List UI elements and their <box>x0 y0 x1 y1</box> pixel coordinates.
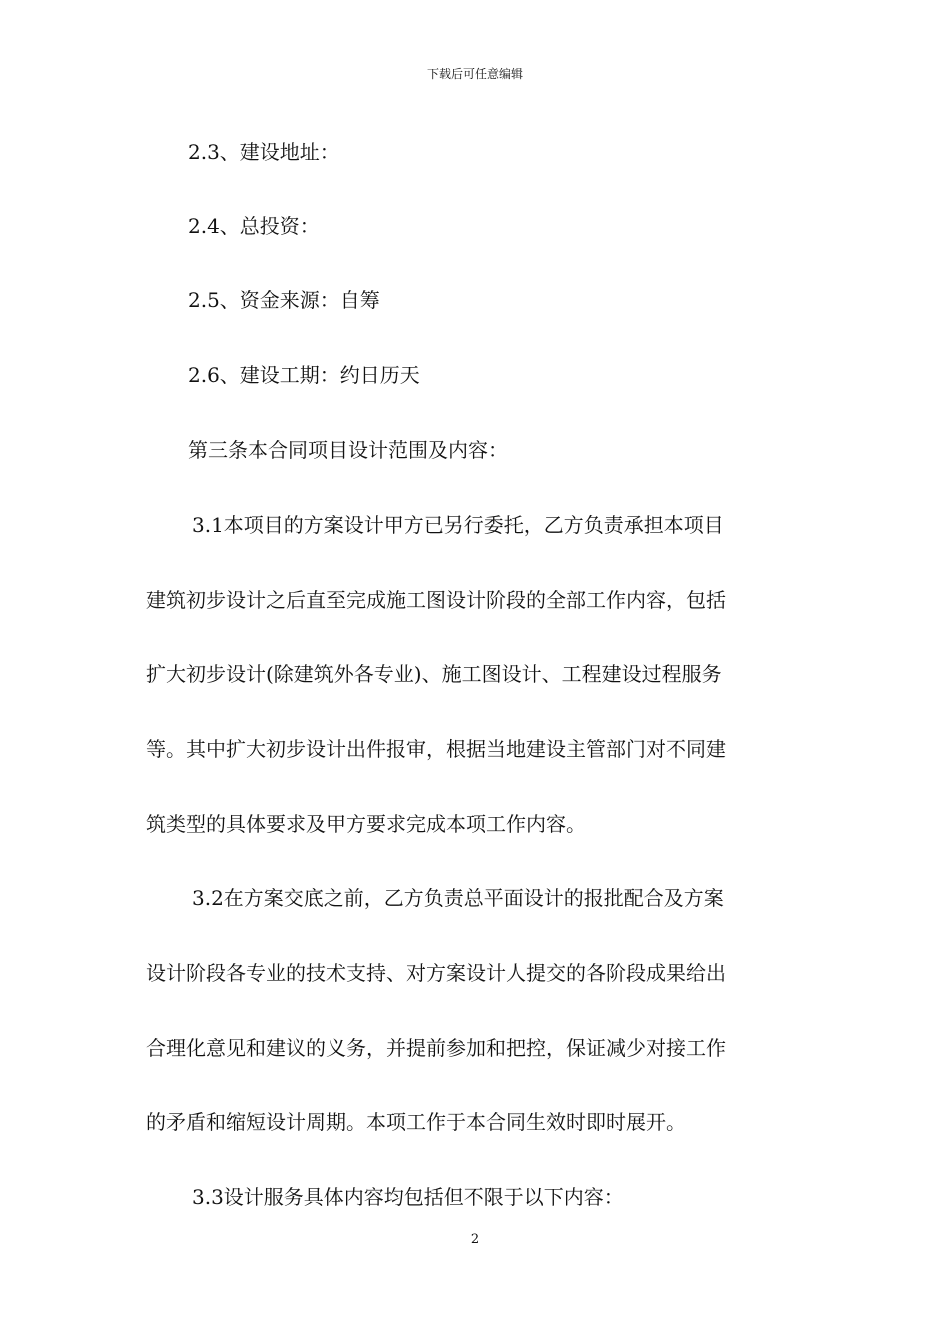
para-3-1-line-3: 扩大初步设计(除建筑外各专业)、施工图设计、工程建设过程服务 <box>146 662 722 686</box>
item-2-4: 2.4、总投资： <box>188 214 320 238</box>
section-3-heading: 第三条本合同项目设计范围及内容： <box>188 438 508 462</box>
page-number: 2 <box>470 1232 480 1247</box>
para-3-1-line-2: 建筑初步设计之后直至完成施工图设计阶段的全部工作内容，包括 <box>146 588 726 612</box>
item-2-3: 2.3、建设地址： <box>188 140 340 164</box>
para-3-3: 3.3设计服务具体内容均包括但不限于以下内容： <box>192 1185 624 1209</box>
para-3-2-line-4: 的矛盾和缩短设计周期。本项工作于本合同生效时即时展开。 <box>146 1110 686 1134</box>
para-3-1-line-1: 3.1本项目的方案设计甲方已另行委托，乙方负责承担本项目 <box>192 513 724 537</box>
para-3-1-line-5: 筑类型的具体要求及甲方要求完成本项工作内容。 <box>146 812 586 836</box>
para-3-1-line-4: 等。其中扩大初步设计出件报审，根据当地建设主管部门对不同建 <box>146 737 726 761</box>
page-header: 下载后可任意编辑 <box>426 67 523 81</box>
para-3-2-line-1: 3.2在方案交底之前，乙方负责总平面设计的报批配合及方案 <box>192 886 724 910</box>
para-3-2-line-3: 合理化意见和建议的义务，并提前参加和把控，保证减少对接工作 <box>146 1036 726 1060</box>
item-2-5: 2.5、资金来源：自筹 <box>188 288 380 312</box>
item-2-6: 2.6、建设工期：约日历天 <box>188 363 420 387</box>
para-3-2-line-2: 设计阶段各专业的技术支持、对方案设计人提交的各阶段成果给出 <box>146 961 726 985</box>
